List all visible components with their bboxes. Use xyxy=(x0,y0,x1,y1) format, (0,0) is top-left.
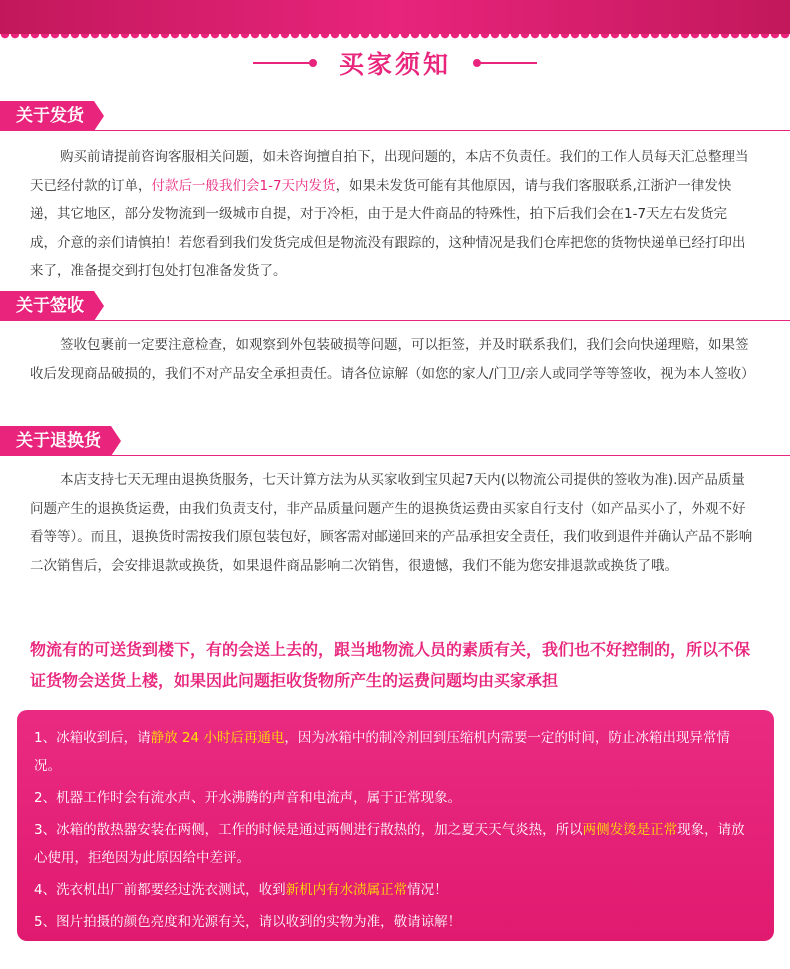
section-tag: 关于退换货 xyxy=(0,426,111,456)
returns-paragraph: 本店支持七天无理由退换货服务，七天计算方法为从买家收到宝贝起7天内(以物流公司提供的签收为准).因产品质量问题产生的退换货运费，由我们负责支付，非产品质量问题产生的退换货运费由买家自行支付（如产品买小了，外观不好看等等）。而且，退换货时需按我们原包装包好，顾客需对邮递回来的产品承担安全责任，我们收到退件并确认产品不影响二次销售后，会安排退款或换货，如果退件商品影响二次销售，很遗憾，我们不能为您安排退款或换货了哦。 xyxy=(30,472,753,574)
section-heading-receipt xyxy=(0,291,94,321)
title-divider-right xyxy=(475,62,537,64)
section-heading-shipping xyxy=(0,101,94,131)
shipping-text-a: 购买前请提前咨询客服相关问题，如未咨询擅自拍下，出现问题的，本店不负责任。我们的工作人员每天汇总整理当天已经付款的订单， xyxy=(30,149,749,194)
logistics-notice: 物流有的可送货到楼下，有的会送上去的，跟当地物流人员的素质有关，我们也不好控制的，所以不保证货物会送货上楼，如果因此问题拒收货物所产生的运费问题均由买家承担 xyxy=(30,640,751,690)
title-divider-left xyxy=(253,62,315,64)
scallop-border xyxy=(0,34,790,42)
list-item: 5、图片拍摄的颜色亮度和光源有关，请以收到的实物为准，敬请谅解！ xyxy=(34,914,462,930)
receipt-paragraph: 签收包裹前一定要注意检查，如观察到外包装破损等问题，可以拒签，并及时联系我们，我们会向快递理赔，如果签收后发现商品破损的，我们不对产品安全承担责任。请各位谅解（如您的家人/门卫/亲人或同学等等签收，视为本人签收） xyxy=(30,337,755,382)
section-heading-returns xyxy=(0,426,111,456)
page-title: 买家须知 xyxy=(338,50,451,79)
section-rule-shipping xyxy=(0,130,790,131)
list-item: 2、机器工作时会有流水声、开水沸腾的声音和电流声，属于正常现象。 xyxy=(34,790,462,806)
shipping-highlight: 付款后一般我们会1-7天内发货 xyxy=(151,177,336,194)
list-item: 4、洗衣机出厂前都要经过洗衣测试，收到新机内有水渍属正常情况！ xyxy=(34,882,448,898)
section-rule-receipt xyxy=(0,320,790,321)
shipping-paragraph xyxy=(30,143,754,286)
list-item: 1、冰箱收到后，请静放 24 小时后再通电，因为冰箱中的制冷剂回到压缩机内需要一定的时间，防止冰箱出现异常情况。 xyxy=(34,730,730,774)
top-banner xyxy=(0,0,790,34)
section-tag: 关于发货 xyxy=(0,101,94,131)
section-tag: 关于签收 xyxy=(0,291,94,321)
shipping-text-b: ，如果未发货可能有其他原因，请与我们客服联系,江浙沪一律发快递，其它地区，部分发物流到一级城市自提，对于冷柜，由于是大件商品的特殊性，拍下后我们会在1-7天左右发货完成，介意的亲们请慎拍！若您看到我们发货完成但是物流没有跟踪的，这种情况是我们仓库把您的货物快递单已经打印出来了，准备提交到打包处打包准备发货了。 xyxy=(30,177,746,280)
page-title-bar xyxy=(0,44,790,82)
list-item: 3、冰箱的散热器安装在两侧，工作的时候是通过两侧进行散热的，加之夏天天气炎热，所以两侧发烫是正常现象，请放心使用，拒绝因为此原因给中差评。 xyxy=(34,822,745,866)
tips-list xyxy=(34,724,754,940)
